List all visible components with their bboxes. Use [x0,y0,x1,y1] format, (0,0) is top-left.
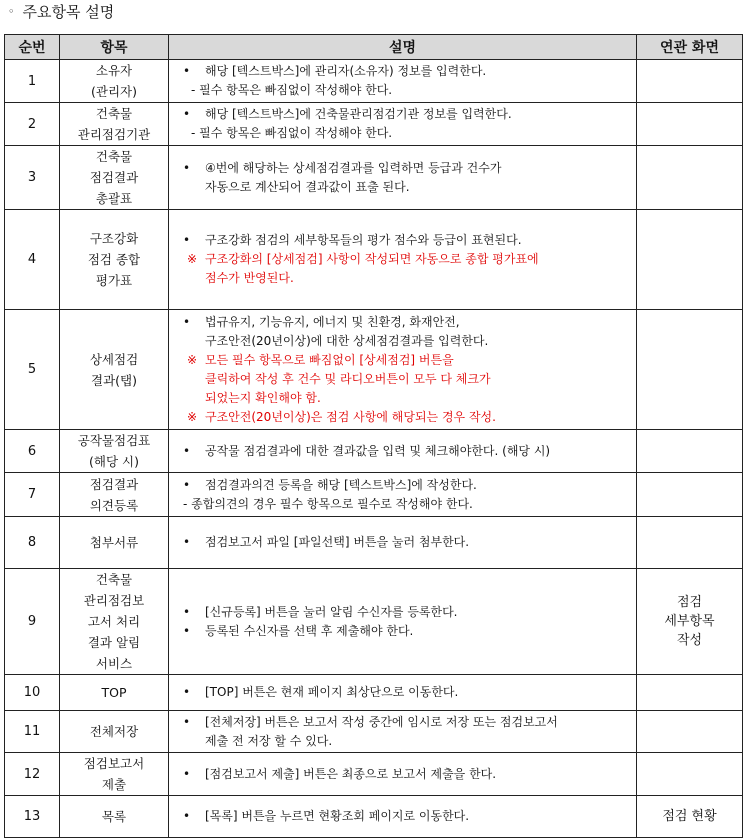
description-text: 점검보고서 파일 [파일선택] 버튼을 눌러 첨부한다. [205,535,470,549]
related-screen-cell [637,146,743,210]
table-row [5,569,743,675]
note-continuation-line [169,370,636,389]
item-name-line: 결과 알림 [87,635,141,650]
table-row [5,210,743,310]
description-cell [169,796,637,838]
bullet-line [169,62,636,81]
item-cell [60,796,169,838]
item-name-line: 구조강화 [89,231,139,246]
description-text: [점검보고서 제출] 버튼은 최종으로 보고서 제출을 한다. [205,766,497,781]
title-mark: ◦ [8,5,15,18]
description-cell [169,60,637,103]
bullet-icon: • [183,233,191,247]
description-text: 자동으로 계산되어 결과값이 표출 된다. [205,179,410,194]
description-text: 공작물 점검결과에 대한 결과값을 입력 및 체크해야한다. (해당 시) [205,443,551,458]
description-cell [169,103,637,146]
sub-note-line: - 종합의견의 경우 필수 항목으로 필수로 작성해야 한다. [183,496,473,511]
table-row [5,517,743,569]
row-number: 8 [5,517,60,569]
item-name-line: (관리자) [91,84,137,99]
description-text: 구조강화 점검의 세부항목들의 평가 점수와 등급이 표현된다. [205,233,522,247]
row-number: 2 [5,103,60,146]
section-title-text: 주요항목 설명 [22,3,115,21]
row-number: 5 [5,310,60,430]
row-number: 9 [5,569,60,675]
description-text: ④번에 해당하는 상세점검결과를 입력하면 등급과 건수가 [205,160,502,175]
row-number: 3 [5,146,60,210]
description-text: [전체저장] 버튼은 보고서 작성 중간에 임시로 저장 또는 점검보고서 [205,714,558,729]
item-name-line: 관리점검기관 [77,127,151,142]
bullet-line [169,231,636,250]
row-number: 11 [5,711,60,753]
related-screen-cell [637,753,743,796]
table-row [5,146,743,210]
item-cell [60,103,169,146]
related-screen-cell [637,60,743,103]
bullet-line [169,105,636,124]
bullet-line [169,476,636,495]
row-number: 13 [5,796,60,838]
table-header-row [5,35,743,60]
related-screen-line: 점검 [676,595,703,610]
table-row [5,675,743,711]
header-related: 연관 화면 [637,35,743,60]
item-name-line: 점검결과 [89,170,139,185]
table-row [5,430,743,473]
item-cell [60,310,169,430]
related-screen-cell [637,569,743,675]
item-name-line: 서비스 [95,656,133,671]
continuation-line [169,732,636,751]
note-line [169,250,636,269]
bullet-icon: • [183,160,191,175]
note-continuation-line [169,389,636,408]
item-name-line: 건축물 [95,572,133,587]
bullet-line [169,765,636,784]
table-row [5,60,743,103]
row-number: 7 [5,473,60,517]
bullet-icon: • [183,443,191,458]
related-screen-cell [637,210,743,310]
note-text: 모든 필수 항목으로 빠짐없이 [상세점검] 버튼을 [205,352,454,367]
item-name-line: (해당 시) [89,454,139,469]
description-text: [TOP] 버튼은 현재 페이지 최상단으로 이동한다. [205,685,459,699]
bullet-icon: • [183,477,191,492]
description-text: 법규유지, 기능유지, 에너지 및 친환경, 화재안전, [205,314,460,329]
item-name-line: 점검결과 [89,476,139,492]
item-name-line: 고서 처리 [87,614,141,629]
description-cell [169,711,637,753]
bullet-icon: • [183,714,191,729]
bullet-icon: • [183,604,191,619]
item-cell [60,473,169,517]
description-text: 구조안전(20년이상)에 대한 상세점검결과를 입력한다. [205,333,489,348]
bullet-line [169,313,636,332]
related-screen-cell [637,473,743,517]
item-name-line: 건축물 [95,149,133,164]
description-cell [169,430,637,473]
description-cell [169,210,637,310]
section-title [8,3,114,23]
bullet-icon: • [183,64,191,78]
note-line [169,408,636,427]
sub-note-line: - 필수 항목은 빠짐없이 작성해야 한다. [191,83,393,97]
table-row [5,753,743,796]
item-name-line: 의견등록 [89,497,139,513]
continuation-line [169,178,636,197]
related-screen-cell [637,675,743,711]
item-name-line: 결과(탭) [91,372,137,388]
row-number: 6 [5,430,60,473]
reference-mark-icon: ※ [187,352,198,367]
item-cell [60,430,169,473]
related-screen-cell [637,517,743,569]
bullet-icon: • [183,685,191,699]
bullet-icon: • [183,623,191,638]
related-screen-cell [637,430,743,473]
item-name-line: 소유자 [95,63,133,78]
row-number: 1 [5,60,60,103]
note-text: 구조안전(20년이상)은 점검 사항에 해당되는 경우 작성. [205,409,496,424]
note-continuation-line [169,269,636,288]
item-name-line: 관리점검보 [83,593,145,608]
item-cell [60,753,169,796]
item-name-line: 목록 [101,809,127,824]
related-screen-cell [637,310,743,430]
description-text: 해당 [텍스트박스]에 관리자(소유자) 정보를 입력한다. [205,64,487,78]
description-text: 해당 [텍스트박스]에 건축물관리점검기관 정보를 입력한다. [205,107,512,121]
item-cell [60,60,169,103]
table-row [5,711,743,753]
related-screen-line: 작성 [676,633,703,648]
description-cell [169,310,637,430]
table-row [5,473,743,517]
description-cell [169,753,637,796]
description-text: 등록된 수신자를 선택 후 제출해야 한다. [205,623,414,638]
bullet-icon: • [183,535,191,549]
row-number: 12 [5,753,60,796]
note-text: 되었는지 확인해야 함. [205,390,321,405]
item-cell [60,711,169,753]
related-screen-cell [637,711,743,753]
related-screen-line: 점검 현황 [662,809,717,824]
item-cell [60,569,169,675]
bullet-line [169,622,636,641]
description-text: 점검결과의견 등록을 해당 [텍스트박스]에 작성한다. [205,477,477,492]
item-cell [60,517,169,569]
bullet-line [169,533,636,552]
item-cell [60,675,169,711]
header-no: 순번 [5,35,60,60]
header-item: 항목 [60,35,169,60]
description-cell [169,675,637,711]
related-screen-line: 세부항목 [664,614,715,629]
bullet-line [169,713,636,732]
description-cell [169,473,637,517]
item-cell [60,146,169,210]
bullet-line [169,159,636,178]
continuation-line [169,332,636,351]
item-name-line: 총괄표 [95,191,133,206]
note-text: 점수가 반영된다. [205,271,294,285]
item-name-line: 공작물점검표 [77,433,151,448]
row-number: 10 [5,675,60,711]
item-description-table [4,34,743,838]
item-name-line: 제출 [101,777,127,792]
note-line [169,351,636,370]
bullet-icon: • [183,107,191,121]
item-name-line: 점검 종합 [87,252,141,267]
description-cell [169,517,637,569]
sub-note-line: - 필수 항목은 빠짐없이 작성해야 한다. [191,126,393,140]
description-cell [169,569,637,675]
table-row [5,103,743,146]
related-screen-cell [637,796,743,838]
bullet-line [169,442,636,461]
bullet-icon: • [183,314,191,329]
table-body [5,60,743,838]
reference-mark-icon: ※ [187,252,198,266]
reference-mark-icon: ※ [187,409,198,424]
description-text: 제출 전 저장 할 수 있다. [205,733,333,748]
item-name-line: 첨부서류 [89,535,139,550]
item-name-line: TOP [101,685,127,700]
item-name-line: 건축물 [95,106,133,121]
bullet-icon: • [183,809,191,823]
bullet-line [169,603,636,622]
note-text: 구조강화의 [상세점검] 사항이 작성되면 자동으로 종합 평가표에 [205,252,539,266]
description-cell [169,146,637,210]
note-text: 클릭하여 작성 후 건수 및 라디오버튼이 모두 다 체크가 [205,371,491,386]
row-number: 4 [5,210,60,310]
bullet-line [169,807,636,826]
bullet-line [169,683,636,702]
item-cell [60,210,169,310]
description-text: [신규등록] 버튼을 눌러 알림 수신자를 등록한다. [205,604,458,619]
item-name-line: 상세점검 [89,351,139,367]
item-name-line: 전체저장 [89,724,139,739]
table-row [5,796,743,838]
table-row [5,310,743,430]
item-name-line: 평가표 [95,273,133,288]
item-name-line: 점검보고서 [83,756,145,771]
bullet-icon: • [183,766,191,781]
related-screen-cell [637,103,743,146]
header-desc: 설명 [169,35,637,60]
description-text: [목록] 버튼을 누르면 현황조회 페이지로 이동한다. [205,809,470,823]
